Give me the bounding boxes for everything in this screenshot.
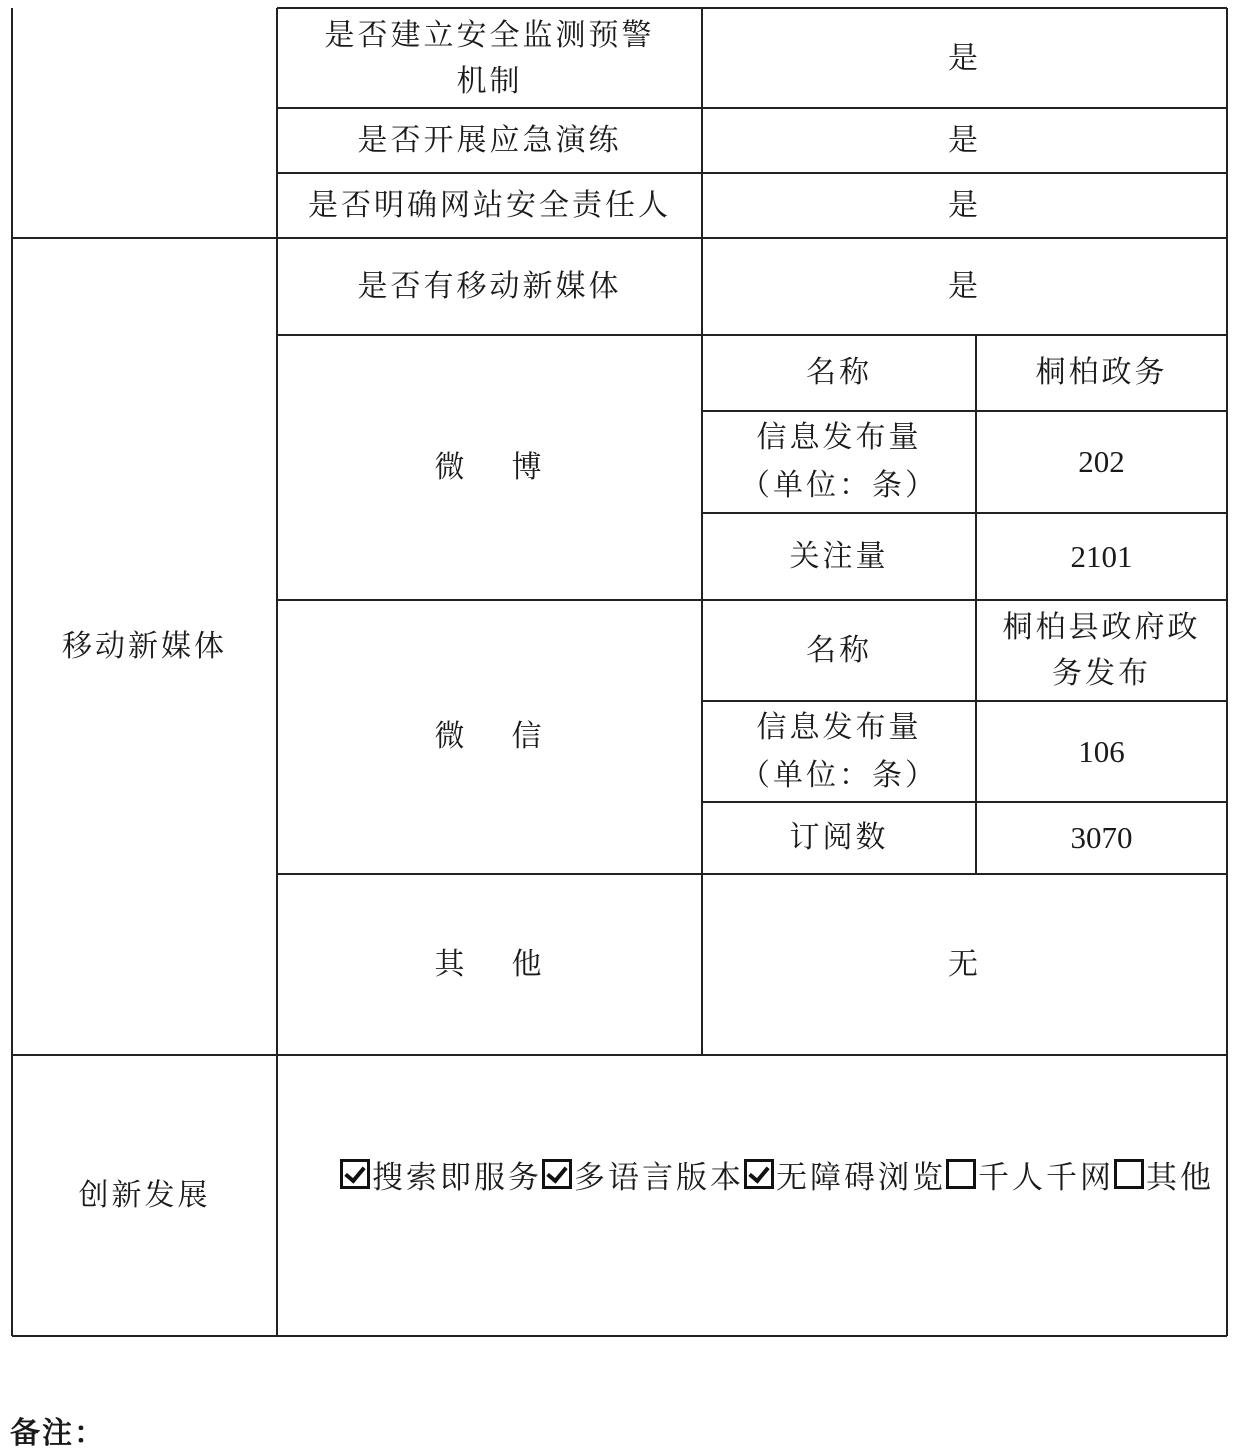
weibo-label-char-1: 微 (434, 449, 468, 485)
wechat-name-label: 名称 (806, 632, 872, 668)
has-mobile-media-value: 是 (948, 268, 981, 304)
responsible-value: 是 (948, 187, 981, 223)
weibo-followers-label: 关注量 (789, 538, 889, 574)
option-other-label: 其他 (1146, 1159, 1214, 1196)
weibo-posts-value: 202 (1078, 444, 1125, 479)
checkbox-accessibility[interactable] (744, 1159, 774, 1189)
wechat-posts-label-line-2: （单位：条） (740, 757, 938, 793)
option-multilingual-label: 多语言版本 (574, 1159, 744, 1196)
responsible-label: 是否明确网站安全责任人 (308, 187, 671, 223)
checkbox-search-service[interactable] (340, 1159, 370, 1189)
innovation-options (340, 1152, 1214, 1196)
monitoring-label (277, 10, 702, 108)
wechat-name-value (976, 600, 1227, 701)
weibo-name-value: 桐柏政务 (1035, 355, 1168, 390)
option-accessibility-label: 无障碍浏览 (776, 1159, 946, 1196)
option-search-service-label: 搜索即服务 (372, 1159, 542, 1196)
weibo-posts-label-line-2: （单位：条） (740, 468, 938, 503)
remark-label: 备注： (10, 1416, 106, 1451)
weibo-followers-value: 2101 (1070, 538, 1133, 574)
weibo-label (277, 335, 702, 600)
other-label-char-1: 其 (434, 946, 468, 982)
mobile-media-section-label: 移动新媒体 (62, 628, 227, 664)
wechat-label-char-1: 微 (434, 719, 468, 754)
wechat-subscribers-value: 3070 (1070, 820, 1133, 855)
wechat-subscribers-label: 订阅数 (789, 820, 889, 855)
other-value: 无 (948, 946, 981, 982)
wechat-posts-label (702, 701, 976, 802)
other-label (277, 874, 702, 1055)
wechat-label-char-2: 信 (511, 719, 545, 754)
innovation-label: 创新发展 (78, 1177, 211, 1213)
wechat-posts-value: 106 (1078, 733, 1125, 769)
wechat-name-value-line-2: 务发布 (1052, 655, 1151, 691)
other-label-char-2: 他 (511, 946, 545, 982)
checkbox-personalized[interactable] (946, 1159, 976, 1189)
monitoring-label-text: 是否建立安全监测预警机制 (324, 18, 655, 99)
weibo-posts-label (702, 411, 976, 513)
monitoring-value: 是 (948, 41, 981, 76)
has-mobile-media-label: 是否有移动新媒体 (357, 268, 622, 304)
drill-value: 是 (948, 122, 981, 158)
wechat-name-value-line-1: 桐柏县政府政 (1002, 609, 1201, 645)
weibo-posts-label-line-1: 信息发布量 (756, 420, 922, 455)
weibo-name-label: 名称 (806, 355, 872, 390)
drill-label: 是否开展应急演练 (357, 122, 622, 158)
weibo-label-char-2: 博 (511, 449, 545, 485)
checkbox-other[interactable] (1114, 1159, 1144, 1189)
wechat-label (277, 600, 702, 874)
option-personalized-label: 千人千网 (978, 1159, 1114, 1196)
checkbox-multilingual[interactable] (542, 1159, 572, 1189)
wechat-posts-label-line-1: 信息发布量 (756, 709, 922, 745)
